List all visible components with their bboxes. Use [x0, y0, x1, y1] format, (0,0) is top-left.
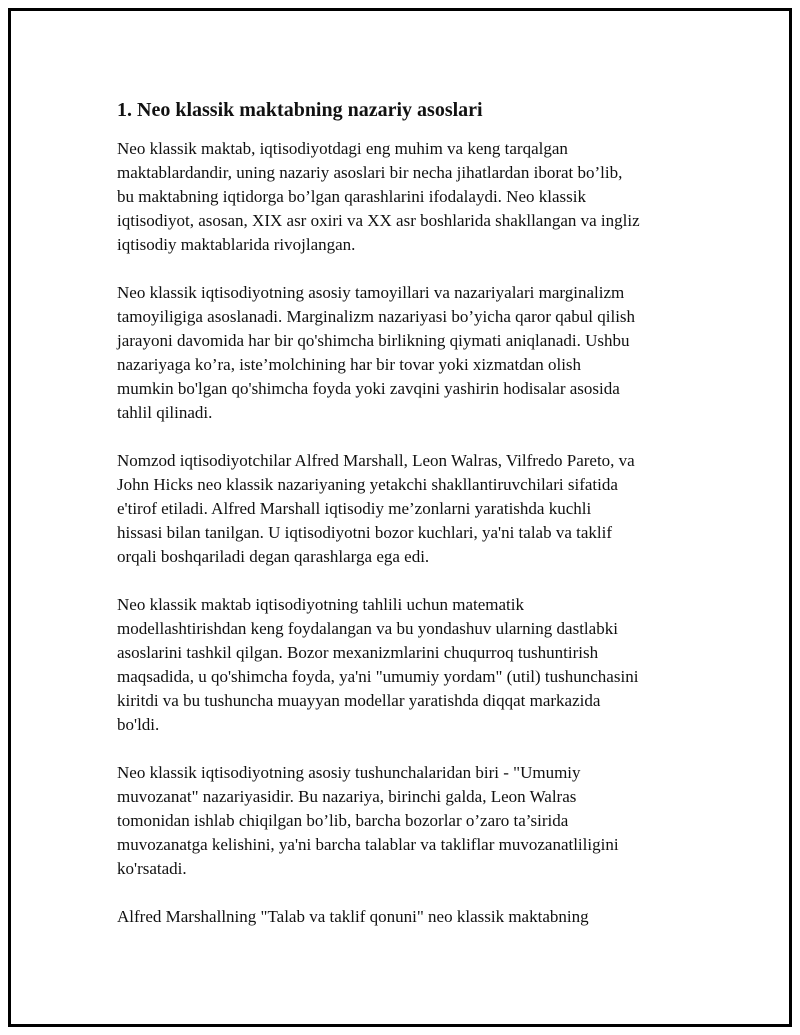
document-body: [117, 97, 697, 953]
document-page: [8, 8, 792, 1027]
paragraph-line: e'tirof etiladi. Alfred Marshall iqtisodiy me’zonlarni yaratishda kuchli: [117, 499, 592, 518]
paragraph-line: hissasi bilan tanilgan. U iqtisodiyotni bozor kuchlari, ya'ni talab va taklif: [117, 523, 613, 542]
paragraph-line: mumkin bo'lgan qo'shimcha foyda yoki zavqini yashirin hodisalar asosida: [117, 379, 620, 398]
paragraph-line: Neo klassik iqtisodiyotning asosiy tamoyillari va nazariyalari marginalizm: [117, 283, 625, 302]
section-heading: 1. Neo klassik maktabning nazariy asoslari: [117, 99, 483, 121]
paragraph-line: tamoyiligiga asoslanadi. Marginalizm nazariyasi bo’yicha qaror qabul qilish: [117, 307, 636, 326]
paragraph-line: maqsadida, u qo'shimcha foyda, ya'ni "umumiy yordam" (util) tushunchasini: [117, 667, 639, 686]
paragraph-4: [117, 593, 697, 737]
paragraph-6: [117, 905, 697, 929]
paragraph-3: [117, 449, 697, 569]
paragraph-line: Nomzod iqtisodiyotchilar Alfred Marshall, Leon Walras, Vilfredo Pareto, va: [117, 451, 635, 470]
paragraph-line: jarayoni davomida har bir qo'shimcha birlikning qiymati aniqlanadi. Ushbu: [117, 331, 630, 350]
paragraph-5: [117, 761, 697, 881]
paragraph-line: tomonidan ishlab chiqilgan bo’lib, barcha bozorlar o’zaro ta’sirida: [117, 811, 569, 830]
paragraph-line: muvozanat" nazariyasidir. Bu nazariya, birinchi galda, Leon Walras: [117, 787, 577, 806]
paragraph-line: orqali boshqariladi degan qarashlarga ega edi.: [117, 547, 430, 566]
paragraph-line: tahlil qilinadi.: [117, 403, 213, 422]
paragraph-2: [117, 281, 697, 425]
paragraph-line: iqtisodiyot, asosan, XIX asr oxiri va XX asr boshlarida shakllangan va ingliz: [117, 211, 640, 230]
paragraph-line: Neo klassik maktab, iqtisodiyotdagi eng muhim va keng tarqalgan: [117, 139, 568, 158]
paragraph-line: modellashtirishdan keng foydalangan va bu yondashuv ularning dastlabki: [117, 619, 618, 638]
paragraph-line: kiritdi va bu tushuncha muayyan modellar yaratishda diqqat markazida: [117, 691, 601, 710]
paragraph-line: nazariyaga ko’ra, iste’molchining har bir tovar yoki xizmatdan olish: [117, 355, 582, 374]
paragraph-line: ko'rsatadi.: [117, 859, 187, 878]
paragraph-line: Alfred Marshallning "Talab va taklif qonuni" neo klassik maktabning: [117, 907, 589, 926]
paragraph-1: [117, 137, 697, 257]
paragraph-line: bo'ldi.: [117, 715, 160, 734]
paragraph-line: maktablardandir, uning nazariy asoslari bir necha jihatlardan iborat bo’lib,: [117, 163, 623, 182]
paragraph-line: John Hicks neo klassik nazariyaning yetakchi shakllantiruvchilari sifatida: [117, 475, 618, 494]
paragraph-line: muvozanatga kelishini, ya'ni barcha talablar va takliflar muvozanatliligini: [117, 835, 619, 854]
paragraph-line: Neo klassik maktab iqtisodiyotning tahlili uchun matematik: [117, 595, 524, 614]
paragraph-line: bu maktabning iqtidorga bo’lgan qarashlarini ifodalaydi. Neo klassik: [117, 187, 586, 206]
paragraph-line: Neo klassik iqtisodiyotning asosiy tushunchalaridan biri - "Umumiy: [117, 763, 581, 782]
paragraph-line: asoslarini tashkil qilgan. Bozor mexanizmlarini chuqurroq tushuntirish: [117, 643, 599, 662]
paragraph-line: iqtisodiy maktablarida rivojlangan.: [117, 235, 356, 254]
